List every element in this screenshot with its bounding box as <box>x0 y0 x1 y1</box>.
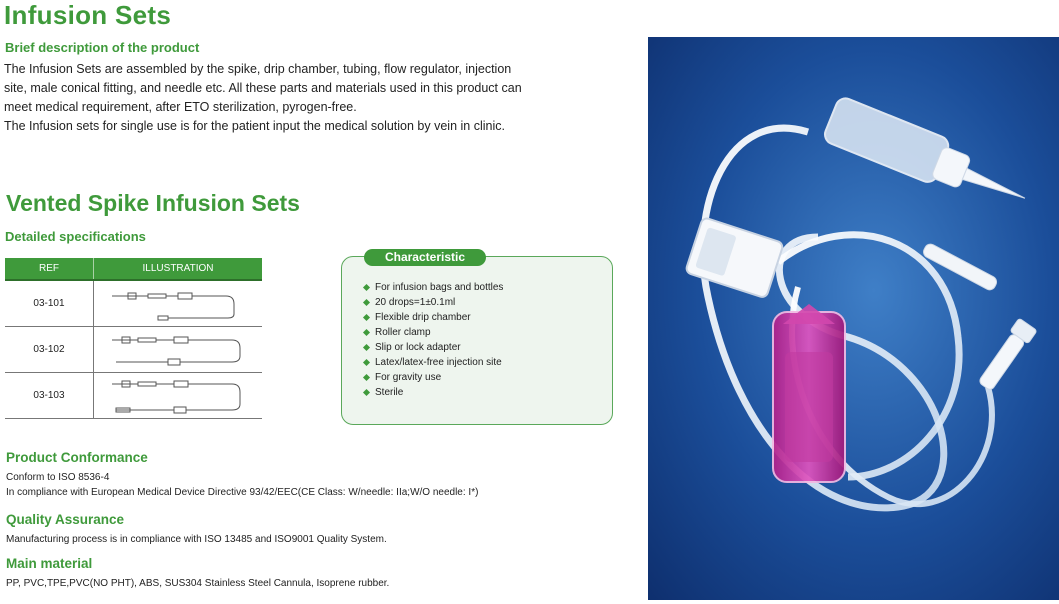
table-row <box>5 373 262 419</box>
conformance-heading: Product Conformance <box>6 450 148 465</box>
ref-cell: 03-101 <box>5 280 94 327</box>
list-item <box>364 385 503 400</box>
characteristic-text: For infusion bags and bottles <box>375 282 504 293</box>
spec-heading: Detailed specifications <box>5 229 146 244</box>
characteristic-text: Roller clamp <box>375 327 431 338</box>
characteristic-text: Sterile <box>375 387 404 398</box>
characteristic-heading: Characteristic <box>364 249 486 266</box>
infusion-set-illustration-icon <box>108 330 248 370</box>
ref-cell: 03-103 <box>5 373 94 419</box>
list-item <box>364 310 503 325</box>
list-item <box>364 325 503 340</box>
brief-line: The Infusion Sets are assembled by the spike, drip chamber, tubing, flow regulator, injection <box>4 62 512 76</box>
characteristic-text: 20 drops=1±0.1ml <box>375 297 456 308</box>
list-item <box>364 370 503 385</box>
characteristic-list <box>364 280 503 400</box>
conformance-line: Conform to ISO 8536-4 <box>6 472 110 483</box>
bullet-icon <box>363 389 370 396</box>
characteristic-text: Latex/latex-free injection site <box>375 357 502 368</box>
bullet-icon <box>363 359 370 366</box>
bullet-icon <box>363 329 370 336</box>
quality-text: Manufacturing process is in compliance with ISO 13485 and ISO9001 Quality System. <box>6 534 387 545</box>
bullet-icon <box>363 284 370 291</box>
vented-title: Vented Spike Infusion Sets <box>6 190 300 216</box>
illustration-header: ILLUSTRATION <box>94 258 263 280</box>
characteristic-text: Flexible drip chamber <box>375 312 471 323</box>
infusion-set-illustration-icon <box>108 376 248 416</box>
brief-line: meet medical requirement, after ETO sterilization, pyrogen-free. <box>4 100 357 114</box>
table-row <box>5 280 262 327</box>
brief-description <box>4 60 544 136</box>
page-title: Infusion Sets <box>4 0 172 30</box>
bullet-icon <box>363 374 370 381</box>
illustration-cell <box>94 327 263 373</box>
conformance-line: In compliance with European Medical Device Directive 93/42/EEC(CE Class: W/needle: IIa;W/O needle: I*) <box>6 487 479 498</box>
material-heading: Main material <box>6 556 93 571</box>
product-photo <box>648 37 1059 600</box>
ref-header: REF <box>5 258 94 280</box>
spec-header-row <box>5 258 262 280</box>
brief-line: site, male conical fitting, and needle etc. All these parts and materials used in this product can <box>4 81 522 95</box>
spec-table <box>5 258 262 419</box>
illustration-cell <box>94 373 263 419</box>
list-item <box>364 340 503 355</box>
quality-heading: Quality Assurance <box>6 512 125 527</box>
list-item <box>364 355 503 370</box>
list-item <box>364 295 503 310</box>
infusion-set-illustration-icon <box>108 284 248 324</box>
material-text: PP, PVC,TPE,PVC(NO PHT), ABS, SUS304 Stainless Steel Cannula, Isoprene rubber. <box>6 578 390 589</box>
infusion-set-photo-icon <box>648 37 1059 600</box>
characteristic-text: Slip or lock adapter <box>375 342 461 353</box>
bullet-icon <box>363 344 370 351</box>
characteristic-text: For gravity use <box>375 372 442 383</box>
list-item <box>364 280 503 295</box>
bullet-icon <box>363 299 370 306</box>
table-row <box>5 327 262 373</box>
illustration-cell <box>94 280 263 327</box>
brief-line: The Infusion sets for single use is for the patient input the medical solution by vein in clinic. <box>4 119 505 133</box>
bullet-icon <box>363 314 370 321</box>
brief-heading: Brief description of the product <box>5 40 200 55</box>
ref-cell: 03-102 <box>5 327 94 373</box>
